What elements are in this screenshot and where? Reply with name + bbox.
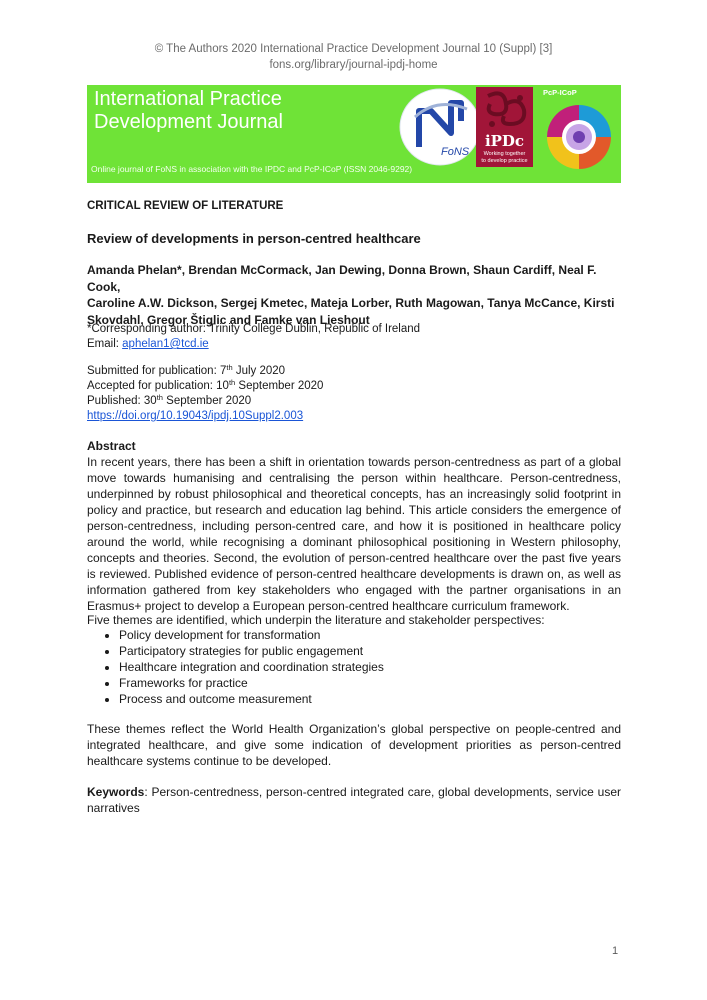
published-date: Published: 30th September 2020 bbox=[87, 393, 252, 407]
publication-dates bbox=[87, 364, 621, 424]
corresponding-author: *Corresponding author: Trinity College Dublin, Republic of Ireland Email: aphelan1@tcd.ie bbox=[87, 323, 421, 350]
fons-logo-icon bbox=[397, 87, 483, 167]
list-item: • Frameworks for practice bbox=[119, 675, 384, 691]
ipdc-swirl-icon bbox=[480, 90, 529, 130]
journal-subtitle: Online journal of FoNS in association with the IPDC and PcP-ICoP (ISSN 2046-9292) bbox=[91, 164, 413, 174]
themes-list bbox=[101, 627, 384, 707]
journal-title: International Practice Development Journal bbox=[94, 88, 283, 133]
abstract-body: In recent years, there has been a shift in orientation towards person-centredness as part of a global move towards humanising and centralising the person within healthcare. Person-centredness, underpinned by robust philosophical and theoretical concepts, has an increasingly solid footprint in policy and practice, but research and education lag behind. This article considers the emergence of person-centredness, including person-centred care, and how it is positioned in healthcare policy around the world, while recognising a dominant philosophical positioning in Western philosophy, concepts and theories. Second, the evolution of person-centred healthcare over the past five years is reviewed. Published evidence of person-centred healthcare developments is drawn on, as well as information gathered from key stakeholders who engaged with the partner organisations in an Erasmus+ project to develop a European person-centred healthcare curriculum framework. bbox=[87, 455, 621, 613]
copyright-line: © The Authors 2020 International Practice Development Journal 10 (Suppl) [3] bbox=[154, 43, 553, 55]
doi-link[interactable]: https://doi.org/10.19043/ipdj.10Suppl2.003 bbox=[87, 410, 304, 422]
page-number: 1 bbox=[612, 945, 619, 957]
fons-logo-text: FoNS bbox=[441, 146, 470, 158]
list-item: • Policy development for transformation bbox=[119, 627, 384, 643]
list-item: • Healthcare integration and coordination strategies bbox=[119, 659, 384, 675]
article-title: Review of developments in person-centred healthcare bbox=[87, 231, 421, 246]
keywords-label: Keywords bbox=[87, 785, 145, 799]
email-link[interactable]: aphelan1@tcd.ie bbox=[122, 338, 209, 350]
journal-banner bbox=[87, 85, 621, 183]
keywords-text: : Person-centredness, person-centred integrated care, global developments, service user narratives bbox=[87, 785, 621, 815]
list-item: • Process and outcome measurement bbox=[119, 691, 384, 707]
pcp-icop-wheel-icon bbox=[539, 97, 619, 177]
themes-intro: Five themes are identified, which underpin the literature and stakeholder perspectives: bbox=[87, 613, 545, 627]
journal-url: fons.org/library/journal-ipdj-home bbox=[269, 59, 438, 71]
pcp-icop-label: PcP-ICoP bbox=[543, 88, 577, 97]
author-list: Amanda Phelan*, Brendan McCormack, Jan Dewing, Donna Brown, Shaun Cardiff, Neal F. Cook, Caroline A.W. Dickson, Sergej Kmetec, Mateja Lorber, Ruth Magowan, Tanya McCance, Kirsti Skovdahl, Gregor Štiglic and Famke van Lieshout bbox=[87, 263, 615, 327]
abstract-closing: These themes reflect the World Health Organization’s global perspective on people-centred and integrated healthcare, and give some indication of development priorities as person-centred healthcare systems continue to be developed. bbox=[87, 722, 621, 768]
ipdc-logo bbox=[476, 87, 533, 167]
list-item: • Participatory strategies for public engagement bbox=[119, 643, 384, 659]
ipdc-logo-text: iPDc bbox=[484, 132, 525, 150]
accepted-date: Accepted for publication: 10th September 2020 bbox=[87, 378, 324, 392]
submitted-date: Submitted for publication: 7th July 2020 bbox=[87, 363, 286, 377]
ipdc-tagline: Working together to develop practice bbox=[481, 151, 528, 164]
section-label: CRITICAL REVIEW OF LITERATURE bbox=[87, 200, 284, 212]
keywords bbox=[87, 784, 621, 816]
abstract-heading: Abstract bbox=[87, 439, 136, 453]
